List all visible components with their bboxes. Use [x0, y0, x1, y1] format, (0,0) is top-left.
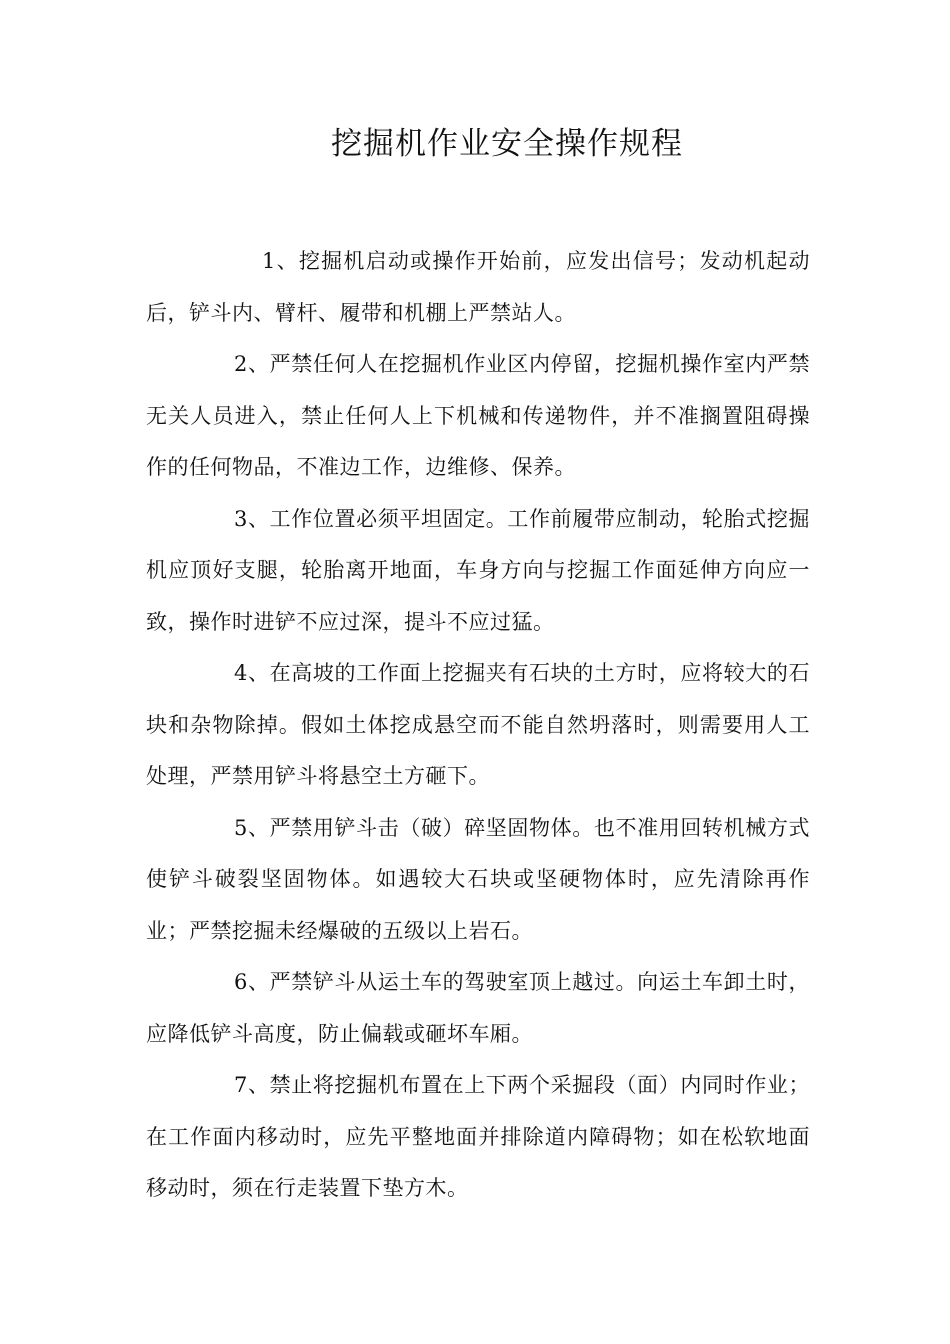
paragraph-5: 5、严禁用铲斗击（破）碎坚固物体。也不准用回转机械方式使铲斗破裂坚固物体。如遇较大石块或坚硬物体时，应先清除再作业；严禁挖掘未经爆破的五级以上岩石。: [146, 815, 810, 943]
document-body: [146, 236, 810, 1215]
paragraph-6: 6、严禁铲斗从运土车的驾驶室顶上越过。向运土车卸土时，应降低铲斗高度，防止偏载或砸坏车厢。: [146, 970, 810, 1046]
paragraph-2: 2、严禁任何人在挖掘机作业区内停留，挖掘机操作室内严禁无关人员进入，禁止任何人上下机械和传递物件，并不准搁置阻碍操作的任何物品，不准边工作，边维修、保养。: [146, 352, 810, 479]
document-title: 挖掘机作业安全操作规程: [331, 126, 683, 162]
paragraph-3: 3、工作位置必须平坦固定。工作前履带应制动，轮胎式挖掘机应顶好支腿，轮胎离开地面，车身方向与挖掘工作面延伸方向应一致，操作时进铲不应过深，提斗不应过猛。: [146, 506, 810, 634]
paragraph-4: 4、在高坡的工作面上挖掘夹有石块的土方时，应将较大的石块和杂物除掉。假如土体挖成悬空而不能自然坍落时，则需要用人工处理，严禁用铲斗将悬空土方砸下。: [146, 661, 810, 788]
paragraph-7: 7、禁止将挖掘机布置在上下两个采掘段（面）内同时作业；在工作面内移动时，应先平整地面并排除道内障碍物；如在松软地面移动时，须在行走装置下垫方木。: [146, 1073, 810, 1200]
paragraph-1: 1、挖掘机启动或操作开始前，应发出信号；发动机起动后，铲斗内、臂杆、履带和机棚上严禁站人。: [146, 249, 810, 325]
